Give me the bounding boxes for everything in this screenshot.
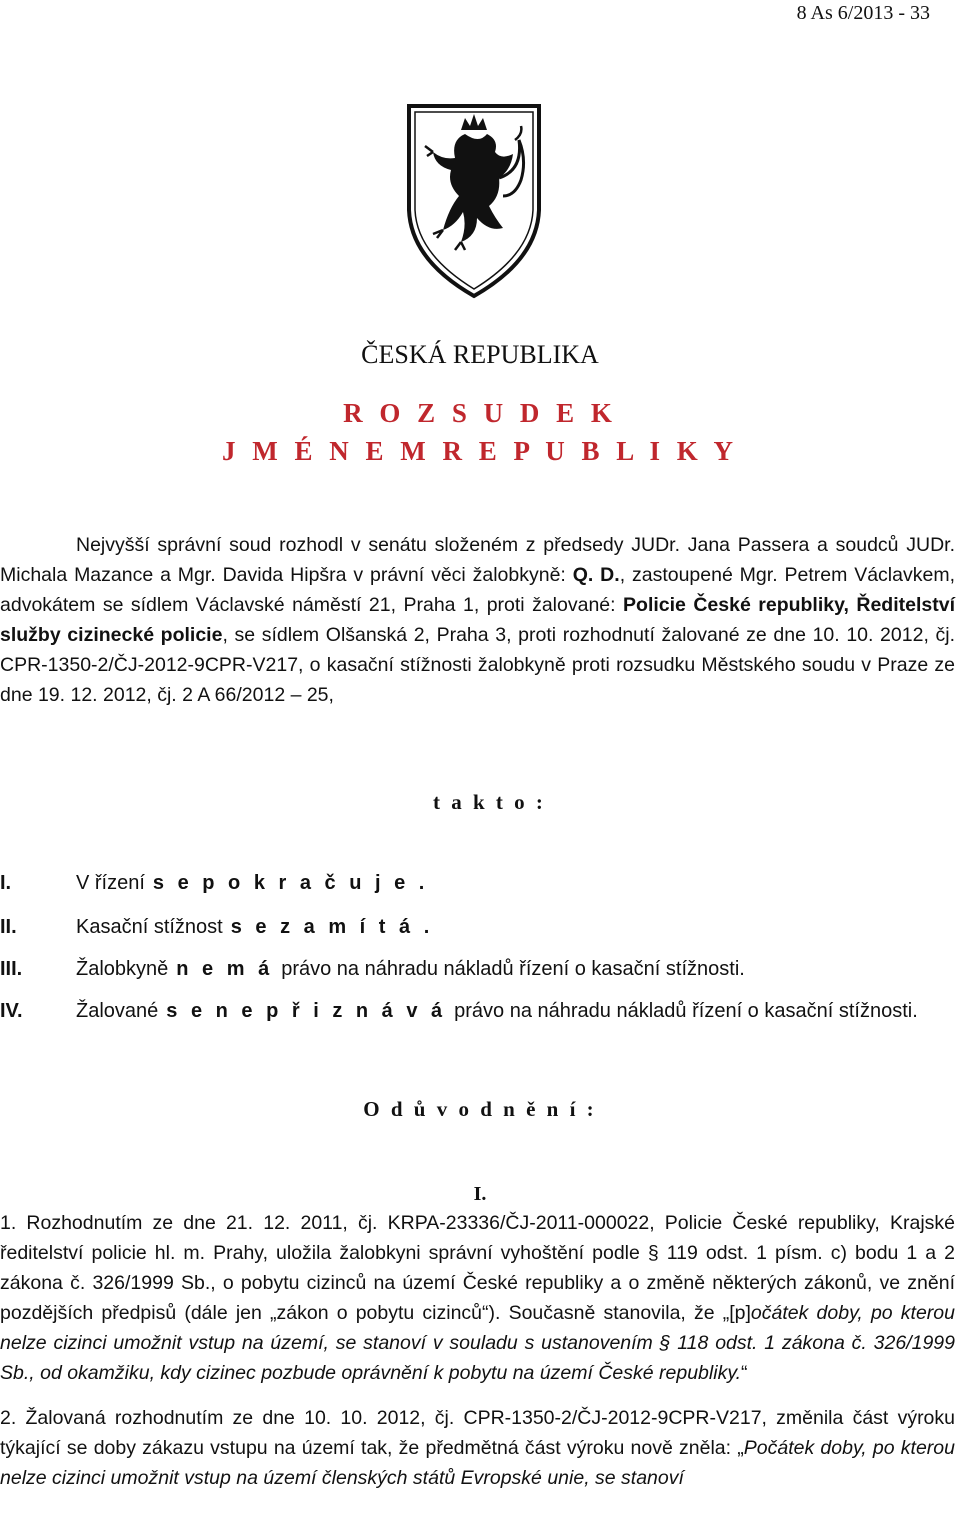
verdict-text: Žalobkyně [76,958,169,980]
verdict-spaced-text: s e n e p ř i z n á v á [166,1000,447,1022]
verdict-text-post: právo na náhradu nákladů řízení o kasační stížnosti. [454,1000,918,1022]
defendant-name: Policie České republiky, Ředitelství služby cizinecké policie [0,594,955,646]
section-number: I. [473,1183,487,1205]
verdict-spaced-text: s e z a m í t á . [230,916,434,938]
paragraph-1-quote: očátek doby, po kterou nelze cizinci umožnit vstup na území, se stanoví v souladu s ustanovením § 118 odst. 1 zákona č. 326/1999 Sb., od okamžiku, kdy cizinec pozbude oprávnění k pobytu na území České republiky. [0,1302,955,1384]
intro-text-2: , zastoupené Mgr. Petrem Václavkem, advokátem se sídlem Václavské náměstí 21, Praha 1, proti žalované: [0,564,955,616]
verdict-item [0,916,441,939]
verdict-number: IV. [0,1000,23,1022]
verdict-number: II. [0,916,17,938]
intro-paragraph [0,530,955,710]
verdict-text: Kasační stížnost [76,916,223,938]
paragraph-1-end: “ [741,1362,748,1384]
paragraph-2 [0,1403,955,1493]
intro-text-1: Nejvyšší správní soud rozhodl v senátu složeném z předsedy JUDr. Jana Passera a soudců JUDr. Michala Mazance a Mgr. Davida Hipšra v právní věci žalobkyně: [0,534,955,586]
judgment-title: R O Z S U D E K [343,398,617,428]
intro-text-3: , se sídlem Olšanská 2, Praha 3, proti rozhodnutí žalované ze dne 10. 10. 2012, čj. CPR-1350-2/ČJ-2012-9CPR-V217, o kasační stížnosti žalobkyně proti rozsudku Městského soudu v Praze ze dne 19. 12. 2012, čj. 2 A 66/2012 – 25, [0,624,955,706]
paragraph-1-text: 1. Rozhodnutím ze dne 21. 12. 2011, čj. KRPA-23336/ČJ-2011-000022, Policie České republiky, Krajské ředitelství policie hl. m. Prahy, uložila žalobkyni správní vyhoštění podle § 119 odst. 1 písm. c) bodu 1 a 2 zákona č. 326/1999 Sb., o pobytu cizinců na území České republiky a o změně některých zákonů, ve znění pozdějších předpisů (dále jen „zákon o pobytu cizinců“). Současně stanovila, že „[p] [0,1212,955,1324]
verdict-item [0,958,745,981]
verdict-spaced-text: n e m á [176,958,274,980]
verdict-number: III. [0,958,23,980]
plaintiff-name: Q. D. [572,564,620,586]
verdict-number: I. [0,872,12,894]
verdict-text-post: právo na náhradu nákladů řízení o kasační stížnosti. [281,958,745,980]
country-heading: ČESKÁ REPUBLIKA [361,340,599,369]
verdict-item [0,1000,918,1023]
verdict-text: V řízení [76,872,145,894]
verdict-spaced-text: s e p o k r a č u j e . [152,872,429,894]
paragraph-2-quote: Počátek doby, po kterou nelze cizinci umožnit vstup na území členských států Evropské unie, se stanoví [0,1437,955,1489]
paragraph-2-text: 2. Žalovaná rozhodnutím ze dne 10. 10. 2012, čj. CPR-1350-2/ČJ-2012-9CPR-V217, změnila část výroku týkající se doby zákazu vstupu na území tak, že předmětná část výroku nově zněla: „ [0,1407,955,1459]
in-name-of-republic-title: J M É N E M R E P U B L I K Y [221,436,739,466]
page-reference: 8 As 6/2013 - 33 [796,2,930,24]
verdict-text: Žalované [76,1000,159,1022]
paragraph-1 [0,1208,955,1388]
coat-of-arms-icon [403,100,545,300]
takto-heading: t a k t o : [433,790,546,814]
verdict-item [0,872,436,895]
reasoning-heading: O d ů v o d n ě n í : [363,1097,597,1121]
